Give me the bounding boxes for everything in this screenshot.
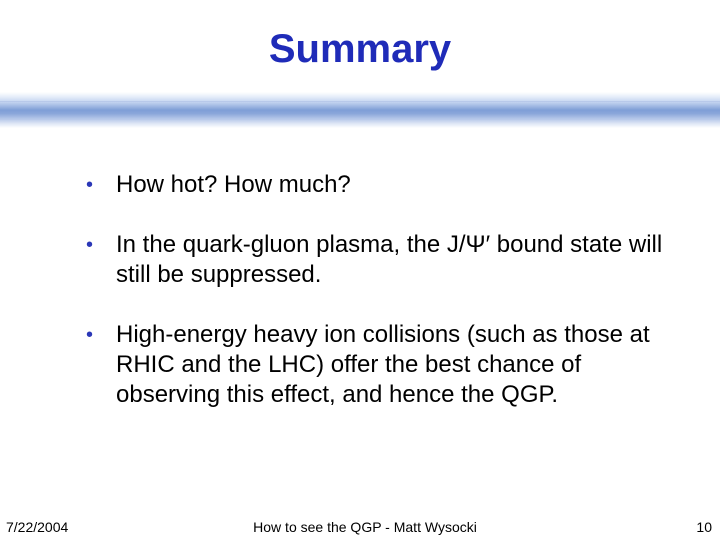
header-divider-band bbox=[0, 92, 720, 128]
bullet-item bbox=[86, 320, 686, 410]
bullet-list bbox=[86, 170, 686, 410]
bullet-dot-icon: • bbox=[86, 234, 94, 256]
bullet-text: How hot? How much? bbox=[116, 171, 351, 198]
page-number: 10 bbox=[696, 519, 712, 535]
footer-date: 7/22/2004 bbox=[6, 519, 69, 535]
bullet-text: High-energy heavy ion collisions (such as those at RHIC and the LHC) offer the best chance of observing this effect, and hence the QGP. bbox=[116, 321, 650, 408]
bullet-text: In the quark-gluon plasma, the J/Ψ′ bound state will still be suppressed. bbox=[116, 231, 663, 288]
bullet-dot-icon: • bbox=[86, 324, 94, 346]
footer-title: How to see the QGP - Matt Wysocki bbox=[253, 519, 477, 535]
bullet-item bbox=[86, 170, 686, 200]
bullet-dot-icon: • bbox=[86, 174, 94, 196]
bullet-item bbox=[86, 230, 686, 290]
slide-title: Summary bbox=[268, 27, 452, 71]
